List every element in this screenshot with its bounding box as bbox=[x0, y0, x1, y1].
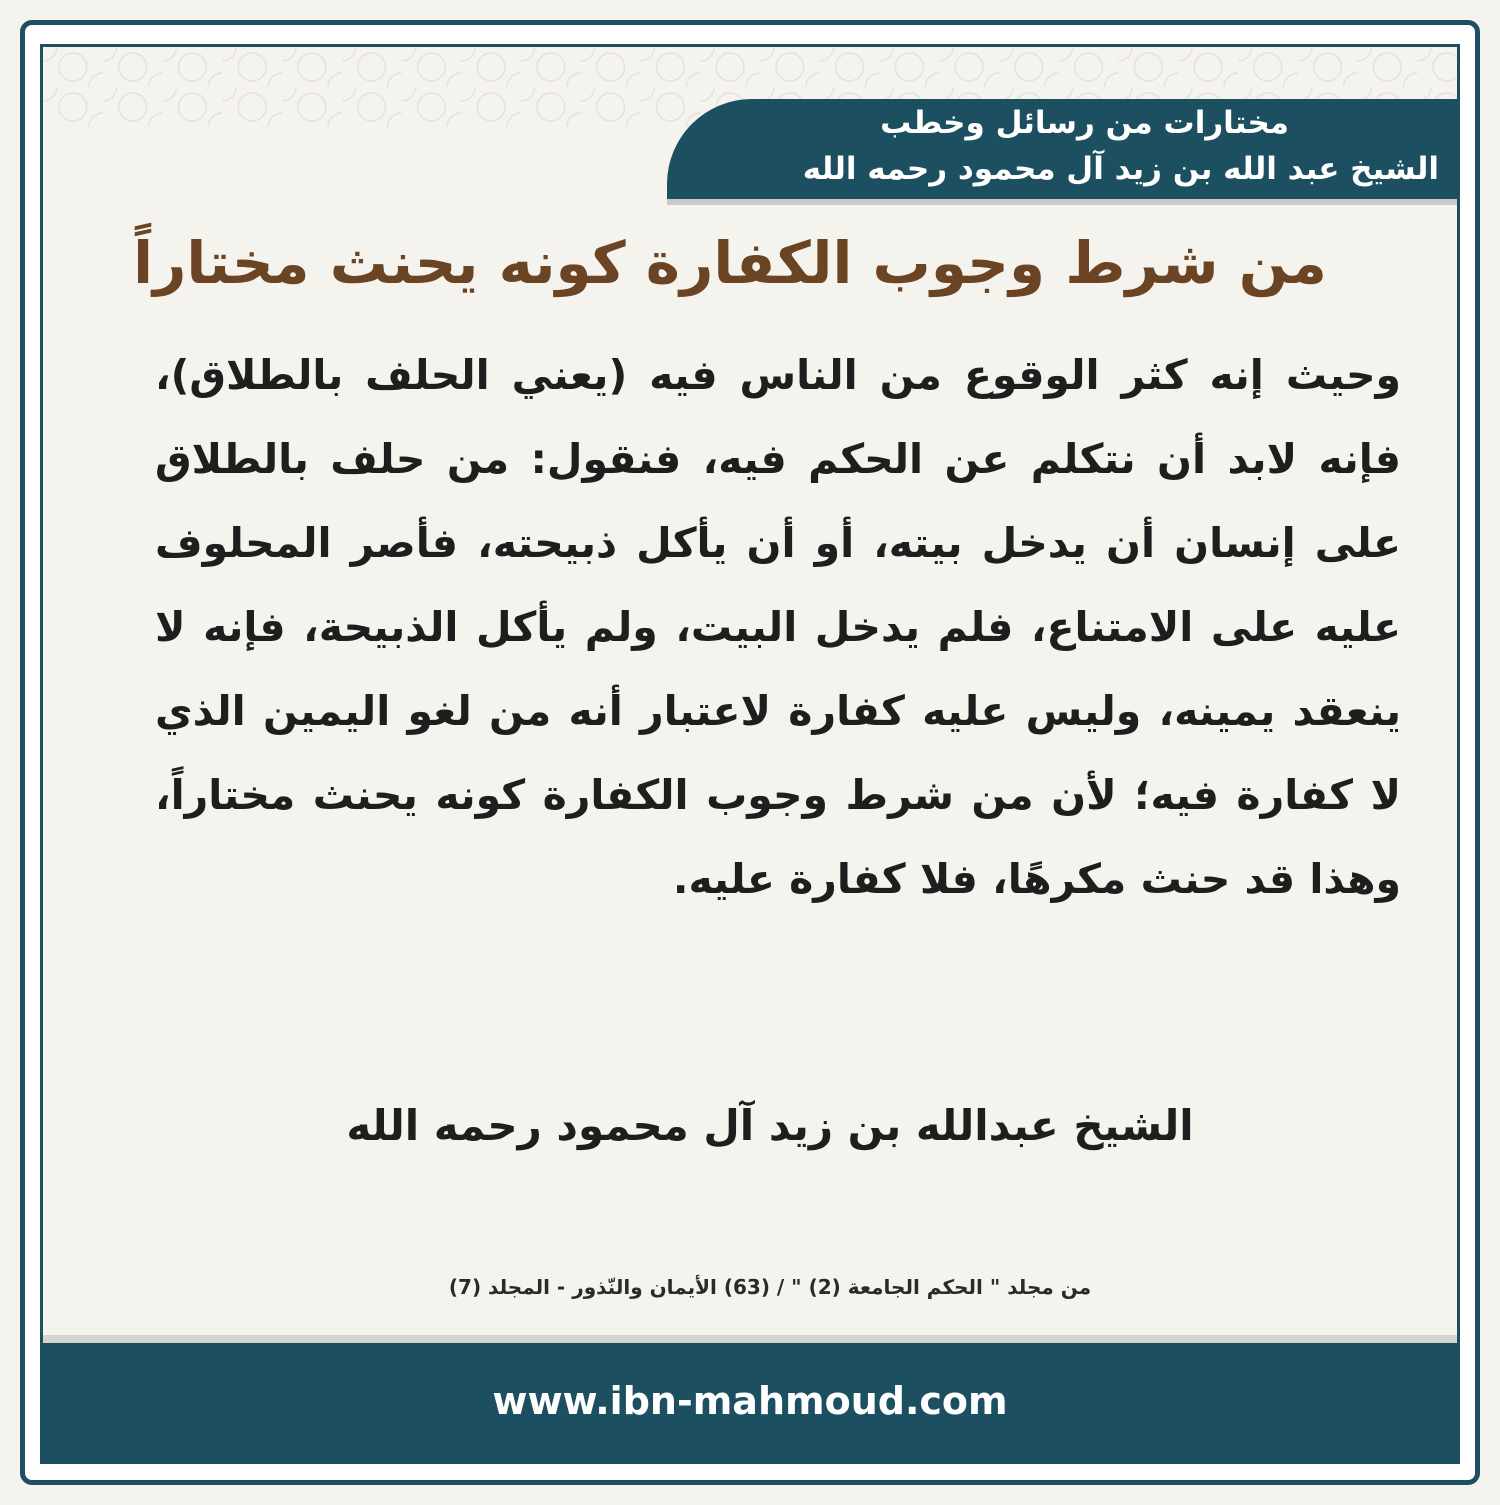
header-author: الشيخ عبد الله بن زيد آل محمود رحمه الله bbox=[802, 151, 1439, 187]
website-link[interactable]: www.ibn-mahmoud.com bbox=[492, 1379, 1008, 1423]
footer-divider bbox=[43, 1335, 1457, 1343]
header-banner bbox=[667, 99, 1457, 199]
header-series-title: مختارات من رسائل وخطب bbox=[880, 105, 1289, 141]
card bbox=[40, 44, 1460, 1464]
footer-banner bbox=[43, 1343, 1457, 1464]
source-reference: من مجلد " الحكم الجامعة (2) " / (63) الأيمان والنّذور - المجلد (7) bbox=[448, 1275, 1092, 1299]
article-title: من شرط وجوب الكفارة كونه يحنث مختاراً bbox=[133, 229, 1327, 297]
author-signature: الشيخ عبدالله بن زيد آل محمود رحمه الله bbox=[346, 1101, 1194, 1150]
article-body: وحيث إنه كثر الوقوع من الناس فيه (يعني الحلف بالطلاق)، فإنه لابد أن نتكلم عن الحكم فيه، فنقول: من حلف بالطلاق على إنسان أن يدخل بيته، أو أن يأكل ذبيحته، فأصر المحلوف عليه على الامتناع، فلم يدخل البيت، ولم يأكل الذبيحة، فإنه لا ينعقد يمينه، وليس عليه كفارة لاعتبار أنه من لغو اليمين الذي لا كفارة فيه؛ لأن من شرط وجوب الكفارة كونه يحنث مختاراً، وهذا قد حنث مكرهًا، فلا كفارة عليه. bbox=[155, 351, 1401, 903]
